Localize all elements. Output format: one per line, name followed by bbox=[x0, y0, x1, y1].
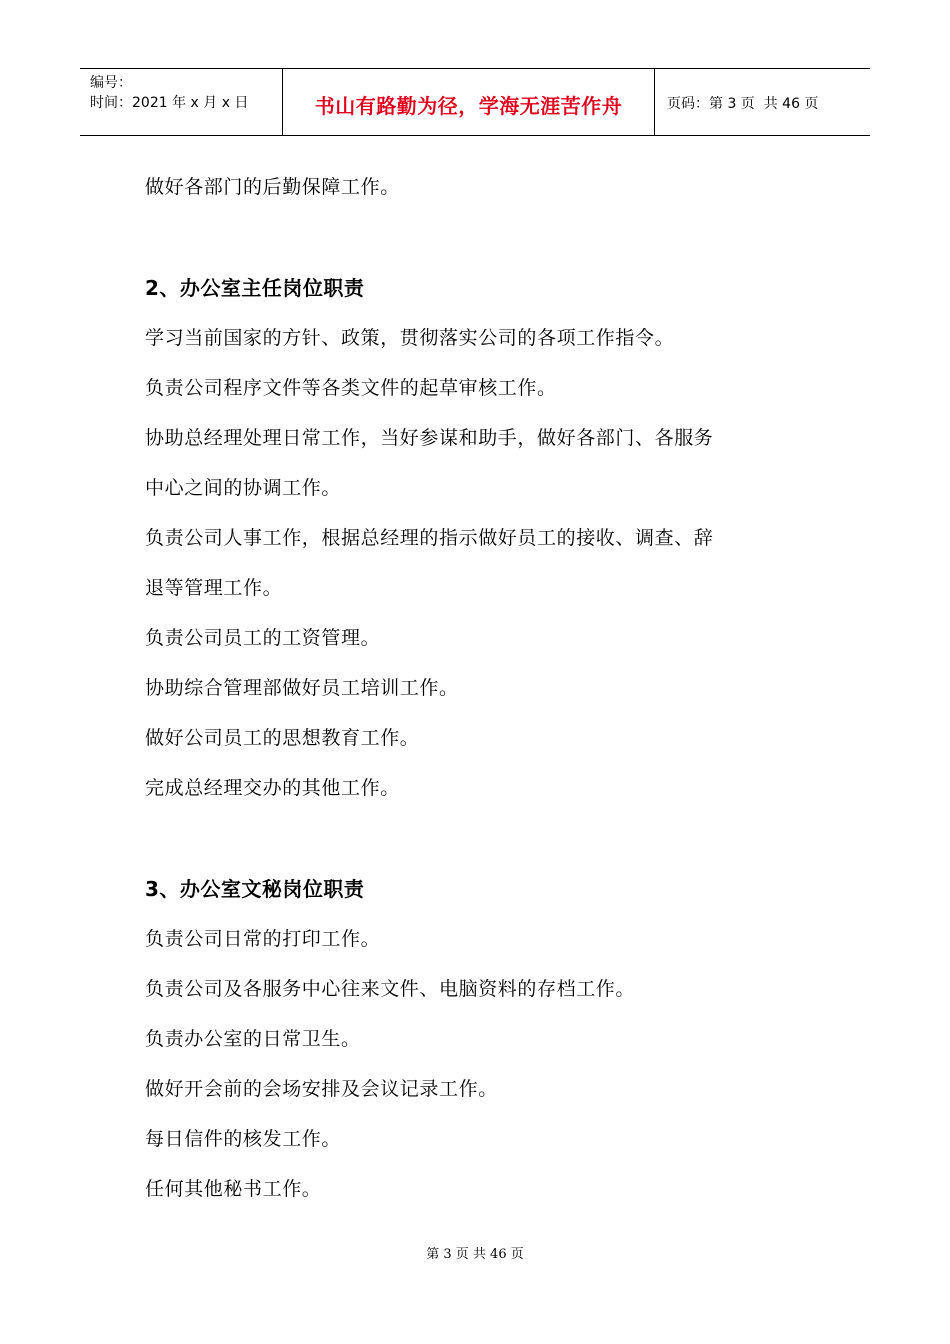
header-page-number: 页码：第 3 页 共 46 页 bbox=[667, 96, 819, 112]
document-body bbox=[145, 162, 825, 1214]
paragraph: 做好各部门的后勤保障工作。 bbox=[145, 176, 400, 198]
section-heading: 2、办公室主任岗位职责 bbox=[145, 276, 365, 300]
paragraph: 每日信件的核发工作。 bbox=[145, 1128, 342, 1150]
paragraph: 协助总经理处理日常工作，当好参谋和助手，做好各部门、各服务 bbox=[145, 427, 714, 449]
document-header bbox=[80, 68, 870, 136]
paragraph: 退等管理工作。 bbox=[145, 577, 283, 599]
header-meta-cell bbox=[80, 69, 283, 135]
section-office-secretary-duties bbox=[145, 864, 825, 1214]
header-motto-cell bbox=[283, 69, 655, 135]
paragraph: 任何其他秘书工作。 bbox=[145, 1178, 322, 1200]
header-motto: 书山有路勤为径，学海无涯苦作舟 bbox=[314, 93, 623, 118]
document-number-label: 编号： bbox=[90, 75, 132, 91]
paragraph: 中心之间的协调工作。 bbox=[145, 477, 342, 499]
paragraph: 做好开会前的会场安排及会议记录工作。 bbox=[145, 1078, 498, 1100]
paragraph: 完成总经理交办的其他工作。 bbox=[145, 777, 400, 799]
paragraph: 负责公司日常的打印工作。 bbox=[145, 928, 381, 950]
page-footer bbox=[0, 1246, 950, 1264]
section-continuation bbox=[145, 162, 825, 212]
paragraph: 负责公司及各服务中心往来文件、电脑资料的存档工作。 bbox=[145, 978, 636, 1000]
paragraph: 负责公司员工的工资管理。 bbox=[145, 627, 381, 649]
section-office-director-duties bbox=[145, 263, 825, 813]
paragraph: 做好公司员工的思想教育工作。 bbox=[145, 727, 420, 749]
section-spacer bbox=[145, 212, 825, 263]
document-date-label: 时间：2021 年 x 月 x 日 bbox=[90, 95, 249, 111]
paragraph: 协助综合管理部做好员工培训工作。 bbox=[145, 677, 459, 699]
paragraph: 负责公司程序文件等各类文件的起草审核工作。 bbox=[145, 377, 557, 399]
footer-page-number: 第 3 页 共 46 页 bbox=[426, 1247, 524, 1262]
section-spacer bbox=[145, 813, 825, 864]
paragraph: 负责公司人事工作，根据总经理的指示做好员工的接收、调查、辞 bbox=[145, 527, 714, 549]
header-page-cell bbox=[655, 69, 870, 135]
section-heading: 3、办公室文秘岗位职责 bbox=[145, 877, 365, 901]
paragraph: 学习当前国家的方针、政策，贯彻落实公司的各项工作指令。 bbox=[145, 327, 675, 349]
paragraph: 负责办公室的日常卫生。 bbox=[145, 1028, 361, 1050]
